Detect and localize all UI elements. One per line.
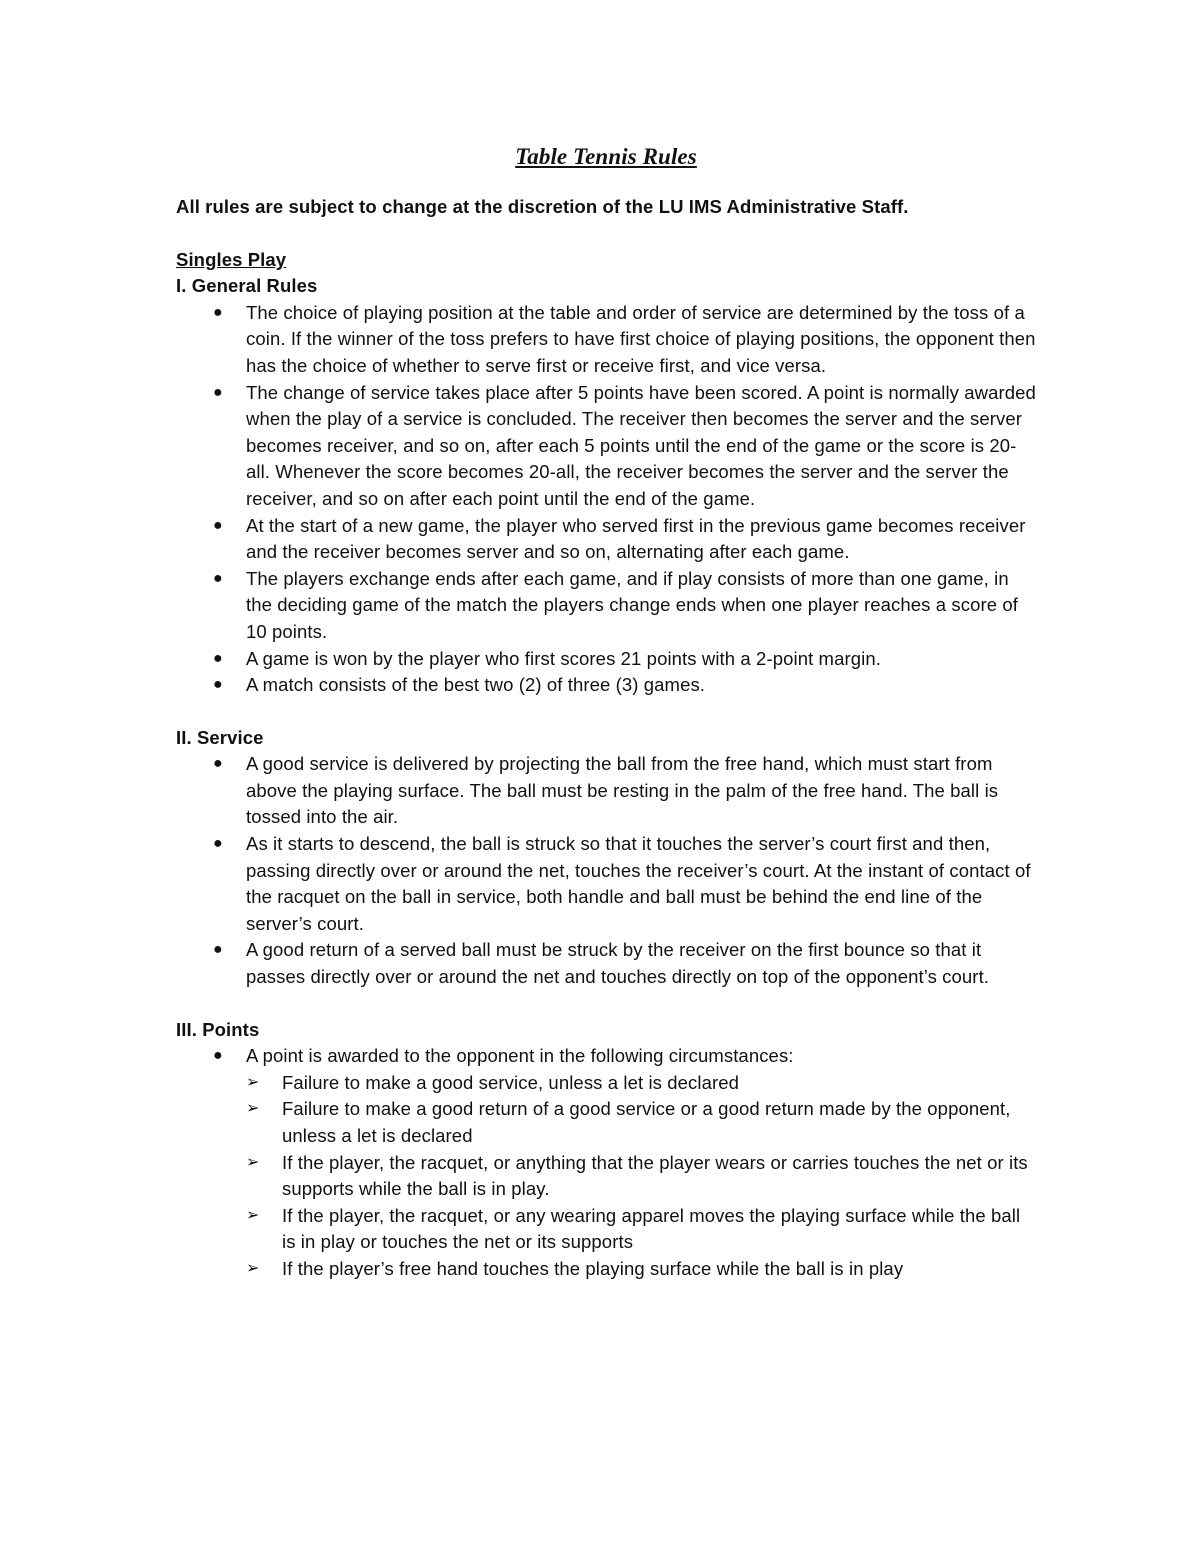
sub-list-item (246, 1203, 1036, 1256)
list-item-text: As it starts to descend, the ball is struck so that it touches the server’s court first and then, passing directly over or around the net, touches the receiver’s court. At the instant of contact of the racquet on the ball in service, both handle and ball must be behind the end line of the server’s court. (246, 833, 1031, 934)
list-item-text: The choice of playing position at the table and order of service are determined by the toss of a coin. If the winner of the toss prefers to have first choice of playing positions, the opponent then has the choice of whether to serve first or receive first, and vice versa. (246, 301, 1036, 376)
bullet-dot-icon: ● (213, 303, 223, 321)
general-rules-list (176, 300, 1036, 699)
sub-list-item (246, 1070, 1036, 1097)
list-item-text: A good return of a served ball must be struck by the receiver on the first bounce so that it passes directly over or around the net and touches directly on top of the opponent’s court. (246, 939, 990, 988)
section-heading-service: II. Service (176, 726, 264, 748)
list-item-text: At the start of a new game, the player who served first in the previous game becomes receiver and the receiver becomes server and so on, alternating after each game. (246, 514, 1026, 563)
arrowhead-icon: ➢ (246, 1100, 260, 1118)
arrowhead-icon: ➢ (246, 1206, 260, 1224)
bullet-dot-icon: ● (213, 835, 223, 853)
arrowhead-icon: ➢ (246, 1153, 260, 1171)
document-title: Table Tennis Rules (515, 144, 697, 169)
section-heading-points: III. Points (176, 1018, 260, 1040)
sub-list-item (246, 1150, 1036, 1203)
list-item (213, 937, 1036, 990)
arrowhead-icon: ➢ (246, 1073, 260, 1091)
list-item (213, 1043, 1036, 1282)
arrowhead-icon: ➢ (246, 1259, 260, 1277)
list-item (213, 646, 1036, 673)
list-item (213, 672, 1036, 699)
sub-list-item (246, 1096, 1036, 1149)
bullet-dot-icon: ● (213, 1047, 223, 1065)
subheading-singles-play: Singles Play (176, 248, 287, 270)
list-item (213, 380, 1036, 513)
points-sub-list (246, 1070, 1036, 1283)
list-item-text: The players exchange ends after each game, and if play consists of more than one game, in the deciding game of the match the players change ends when one player reaches a score of 10 points. (246, 567, 1018, 642)
document-body (176, 140, 1036, 1283)
bullet-dot-icon: ● (213, 649, 223, 667)
list-item-text: The change of service takes place after 5 points have been scored. A point is normally awarded when the play of a service is concluded. The receiver then becomes the server and the server becomes receiver, and so on, after each 5 points until the end of the game or the score is 20-all. Whenever the score becomes 20-all, the receiver becomes the server and the server the receiver, and so on after each point until the end of the game. (246, 381, 1036, 509)
sub-list-item-text: If the player, the racquet, or anything that the player wears or carries touches the net or its supports while the ball is in play. (282, 1151, 1028, 1200)
list-item-text: A match consists of the best two (2) of three (3) games. (246, 674, 706, 696)
section-heading-general-rules: I. General Rules (176, 275, 318, 297)
bullet-dot-icon: ● (213, 383, 223, 401)
sub-list-item-text: Failure to make a good return of a good service or a good return made by the opponent, unless a let is declared (282, 1098, 1011, 1146)
list-item (213, 513, 1036, 566)
points-list (176, 1043, 1036, 1282)
bullet-dot-icon: ● (213, 569, 223, 587)
sub-list-item-text: If the player’s free hand touches the playing surface while the ball is in play (282, 1257, 904, 1279)
section-spacer (176, 991, 1036, 1017)
bullet-dot-icon: ● (213, 676, 223, 694)
sub-list-item (246, 1256, 1036, 1283)
bullet-dot-icon: ● (213, 755, 223, 773)
list-item-text: A good service is delivered by projecting the ball from the free hand, which must start from above the playing surface. The ball must be resting in the palm of the free hand. The ball is tossed into the air. (246, 753, 999, 828)
section-spacer (176, 699, 1036, 725)
list-item (213, 300, 1036, 380)
sub-list-item-text: If the player, the racquet, or any wearing apparel moves the playing surface while the ball is in play or touches the net or its supports (282, 1204, 1021, 1253)
sub-list-item-text: Failure to make a good service, unless a let is declared (282, 1071, 740, 1093)
bullet-dot-icon: ● (213, 516, 223, 534)
bullet-dot-icon: ● (213, 941, 223, 959)
list-item (213, 751, 1036, 831)
disclaimer: All rules are subject to change at the discretion of the LU IMS Administrative Staff. (176, 196, 909, 217)
list-item-text: A point is awarded to the opponent in the following circumstances: (246, 1045, 794, 1067)
list-item (213, 831, 1036, 937)
service-list (176, 751, 1036, 990)
list-item (213, 566, 1036, 646)
list-item-text: A game is won by the player who first scores 21 points with a 2-point margin. (246, 647, 881, 669)
